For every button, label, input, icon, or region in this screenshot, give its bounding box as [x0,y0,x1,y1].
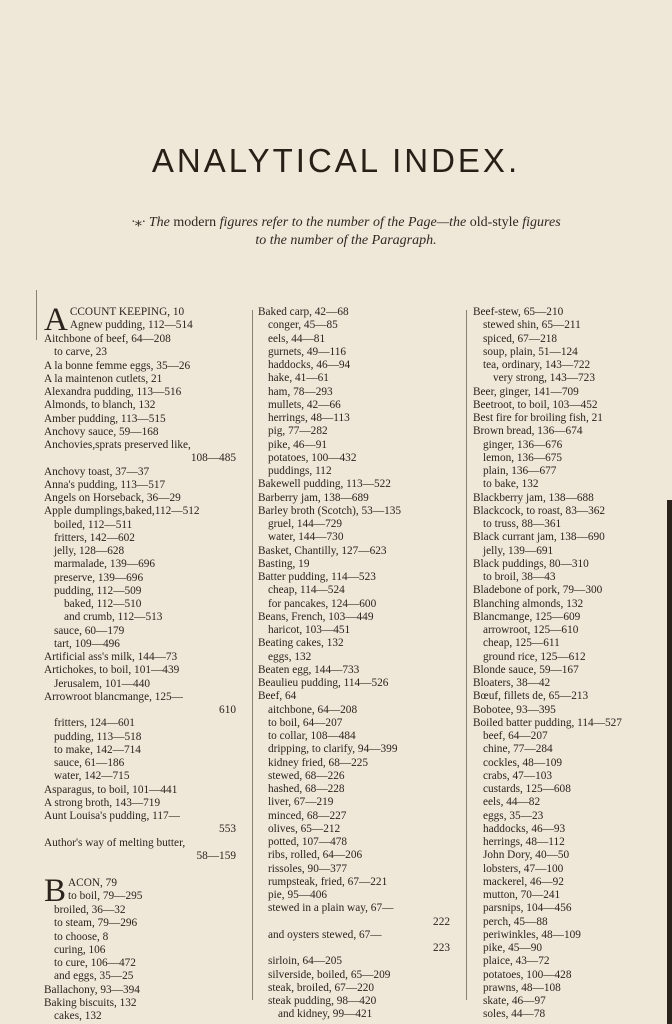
index-entry: tea, ordinary, 143—722 [483,359,591,371]
drop-cap-b: B [44,873,67,909]
index-entry: mullets, 42—66 [268,398,341,411]
index-entry: 222 [433,915,450,928]
index-entry: chine, 77—284 [483,743,553,756]
index-note [60,214,632,250]
index-entry: Beer, ginger, 141—709 [473,385,579,398]
index-entry: ACON, 79 [68,877,117,889]
index-entry: hashed, 68—228 [268,783,345,795]
note-line-2: to the number of the Paragraph. [255,233,437,248]
entry-list [44,333,244,863]
index-entry: liver, 67—219 [268,796,334,809]
index-entry: to steam, 79—296 [54,917,138,930]
index-entry: Bœuf, fillets de, 65—213 [473,690,589,703]
index-entry: A la maintenon cutlets, 21 [44,372,163,385]
margin-mark [36,290,37,340]
index-entry: olives, 65—212 [268,822,341,835]
index-entry: Author's way of melting butter, [44,836,186,849]
index-entry: jelly, 128—628 [54,545,125,557]
index-entry: stewed, 68—226 [268,769,345,782]
index-entry: Barley broth (Scotch), 53—135 [258,504,402,517]
index-entry: pig, 77—282 [268,425,328,438]
index-entry: to carve, 23 [54,346,108,359]
index-entry: haricot, 103—451 [268,624,351,636]
index-entry: broiled, 36—32 [54,904,126,916]
index-entry: Best fire for broiling fish, 21 [473,412,603,424]
index-entry: to bake, 132 [483,478,539,491]
index-entry: mutton, 70—241 [483,889,561,901]
index-entry: kidney fried, 68—225 [268,756,369,769]
index-entry: Agnew pudding, 112—514 [69,319,193,332]
index-entry: minced, 68—227 [268,809,347,822]
index-entry: 108—485 [190,452,236,465]
index-entry: water, 142—715 [54,770,130,783]
index-entry: Arrowroot blancmange, 125— [44,690,183,703]
index-entry: eels, 44—82 [483,796,541,809]
note-mark: ·⁎· [131,215,146,230]
index-entry: ham, 78—293 [268,385,333,398]
index-entry: arrowroot, 125—610 [483,624,579,636]
index-entry: very strong, 143—723 [493,372,595,385]
index-entry: Alexandra pudding, 113—516 [44,386,182,398]
index-entry: baked, 112—510 [64,598,142,610]
index-entry: plaice, 43—72 [483,955,550,968]
index-entry: eggs, 132 [268,650,312,663]
index-entry: cakes, 132 [54,1010,102,1022]
index-entry: pudding, 112—509 [54,584,142,597]
index-entry: Beetroot, to boil, 103—452 [473,398,598,411]
index-entry: ground rice, 125—612 [483,650,586,663]
index-entry: gurnets, 49—116 [268,345,347,358]
index-entry: Anchovy sauce, 59—168 [44,425,159,438]
index-entry: fritters, 124—601 [54,717,135,730]
index-entry: Asparagus, to boil, 101—441 [44,783,178,796]
page-edge [667,500,672,1024]
index-entry: stewed in a plain way, 67— [268,902,394,915]
index-entry: Anna's pudding, 113—517 [44,478,166,491]
index-entry: pike, 46—91 [268,438,327,451]
index-entry: periwinkles, 48—109 [483,928,581,941]
index-entry: Jerusalem, 101—440 [54,677,151,690]
section-b-head [44,873,244,909]
index-entry: dripping, to clarify, 94—399 [268,743,398,756]
index-entry: parsnips, 104—456 [483,902,572,915]
index-entry: lemon, 136—675 [483,451,563,464]
index-entry: steak pudding, 98—420 [268,995,377,1007]
index-entry: steak, broiled, 67—220 [268,981,375,994]
index-entry: and crumb, 112—513 [64,611,163,624]
index-entry: sauce, 61—186 [54,757,125,769]
index-entry: to boil, 79—295 [68,890,143,903]
index-entry: soup, plain, 51—124 [483,345,578,358]
index-entry: custards, 125—608 [483,783,571,795]
index-entry: Anchovy toast, 37—37 [44,465,150,478]
index-entry: marmalade, 139—696 [54,558,156,571]
index-entry: to choose, 8 [54,930,109,943]
index-column-3 [473,306,668,1022]
index-entry: ginger, 136—676 [483,438,563,451]
index-entry: preserve, 139—696 [54,571,144,584]
index-entry: Black puddings, 80—310 [473,557,589,570]
index-entry: Boiled batter pudding, 114—527 [473,716,622,729]
index-entry: Anchovies,sprats preserved like, [44,439,191,451]
index-entry: Apple dumplings,baked,112—512 [44,505,200,518]
index-entry: cheap, 125—611 [483,637,560,650]
index-entry: Barberry jam, 138—689 [258,491,369,504]
index-entry: and eggs, 35—25 [54,970,134,983]
section-a-head [44,302,244,338]
index-entry: 58—159 [196,849,236,862]
column-divider [252,310,253,1000]
index-entry: ribs, rolled, 64—206 [268,849,363,862]
index-entry: rumpsteak, fried, 67—221 [268,875,388,888]
index-entry: Artificial ass's milk, 144—73 [44,651,178,663]
index-entry: pie, 95—406 [268,889,327,901]
index-entry: crabs, 47—103 [483,769,553,782]
index-entry: Beef, 64 [258,690,297,703]
index-entry: sauce, 60—179 [54,624,125,637]
index-entry: Ballachony, 93—394 [44,983,140,996]
index-entry: Beaulieu pudding, 114—526 [258,677,389,689]
index-entry: Basket, Chantilly, 127—623 [258,544,387,557]
index-entry: Blanching almonds, 132 [473,597,584,610]
index-entry: Blonde sauce, 59—167 [473,663,579,676]
index-entry: Baked carp, 42—68 [258,306,349,318]
index-entry: Blackberry jam, 138—688 [473,491,594,504]
index-column-2 [258,306,458,1022]
index-entry: Blackcock, to roast, 83—362 [473,504,606,517]
index-entry: to make, 142—714 [54,743,141,756]
index-entry: Angels on Horseback, 36—29 [44,492,181,504]
index-entry: to collar, 108—484 [268,730,356,742]
index-entry: lobsters, 47—100 [483,862,564,875]
index-entry: eels, 44—81 [268,332,326,345]
index-entry: Bladebone of pork, 79—300 [473,584,603,597]
index-entry: to cure, 106—472 [54,957,136,969]
index-entry: rissoles, 90—377 [268,862,348,875]
index-entry: to truss, 88—361 [483,518,562,530]
index-entry: Aitchbone of beef, 64—208 [44,333,171,345]
index-entry: Almonds, to blanch, 132 [44,399,156,412]
index-entry: Bloaters, 38—42 [473,677,551,689]
index-entry: Beating cakes, 132 [258,637,344,650]
index-entry: plain, 136—677 [483,465,557,477]
index-entry: beef, 64—207 [483,730,548,742]
index-entry: 610 [219,704,236,716]
index-entry: cheap, 114—524 [268,584,345,597]
index-entry: water, 144—730 [268,531,344,544]
index-entry: A strong broth, 143—719 [44,796,161,809]
drop-cap-a: A [44,302,68,338]
index-entry: spiced, 67—218 [483,332,558,345]
index-entry: soles, 44—78 [483,1008,546,1021]
index-entry: perch, 45—88 [483,915,548,928]
index-entry: to boil, 64—207 [268,716,343,729]
index-entry: 223 [433,942,450,954]
index-entry: haddocks, 46—94 [268,359,351,371]
entry-list [473,306,668,1022]
index-entry: Beef-stew, 65—210 [473,306,564,318]
entry-list [44,904,244,1023]
index-entry: cockles, 48—109 [483,756,563,769]
index-entry: silverside, boiled, 65—209 [268,968,391,981]
index-entry: tart, 109—496 [54,637,120,650]
index-entry: Baking biscuits, 132 [44,996,137,1009]
entry-list [258,306,458,1022]
index-entry: prawns, 48—108 [483,981,561,994]
index-entry: curing, 106 [54,943,106,956]
index-entry: stewed shin, 65—211 [483,319,581,332]
index-entry: Basting, 19 [258,557,310,570]
index-entry: boiled, 112—511 [54,518,133,531]
index-entry: Beans, French, 103—449 [258,610,374,623]
index-entry: Brown bread, 136—674 [473,425,583,438]
index-entry: puddings, 112 [268,465,332,477]
index-entry: fritters, 142—602 [54,531,135,544]
index-entry: haddocks, 46—93 [483,822,566,835]
index-entry: to broil, 38—43 [483,571,556,583]
index-entry: aitchbone, 64—208 [268,703,358,716]
index-entry: John Dory, 40—50 [483,849,570,862]
index-entry: skate, 46—97 [483,995,546,1007]
index-entry: potatoes, 100—428 [483,968,572,981]
index-entry: Batter pudding, 114—523 [258,571,376,583]
index-entry: Artichokes, to boil, 101—439 [44,664,180,677]
index-entry: Beaten egg, 144—733 [258,663,360,676]
index-entry: gruel, 144—729 [268,518,343,530]
index-entry: 553 [219,823,236,836]
index-entry: Bobotee, 93—395 [473,703,556,716]
index-entry: pike, 45—90 [483,942,542,954]
note-line-1: ·⁎· The modern figures refer to the number of the Page—the old-style figures [131,215,561,230]
index-entry: Black currant jam, 138—690 [473,531,605,544]
index-entry: sirloin, 64—205 [268,955,343,968]
index-entry: Amber pudding, 113—515 [44,412,166,425]
index-entry: A la bonne femme eggs, 35—26 [44,359,191,372]
index-entry: pudding, 113—518 [54,730,142,743]
index-entry: for pancakes, 124—600 [268,597,377,610]
page-title: ANALYTICAL INDEX. [151,142,521,179]
index-entry: CCOUNT KEEPING, 10 [69,306,185,318]
index-entry: mackerel, 46—92 [483,875,564,888]
index-entry: hake, 41—61 [268,372,329,385]
index-entry: Aunt Louisa's pudding, 117— [44,810,180,822]
index-entry: Bakewell pudding, 113—522 [258,478,391,491]
index-entry: Blancmange, 125—609 [473,610,581,623]
column-divider [466,310,467,1000]
index-entry: eggs, 35—23 [483,809,544,822]
index-column-1 [44,302,244,1023]
index-entry: potted, 107—478 [268,836,348,848]
index-entry: potatoes, 100—432 [268,451,357,464]
index-entry: and oysters stewed, 67— [268,928,382,941]
index-entry: herrings, 48—113 [268,412,350,424]
index-entry: and kidney, 99—421 [278,1008,373,1021]
index-entry: jelly, 139—691 [483,544,554,557]
index-entry: conger, 45—85 [268,319,338,332]
index-entry: herrings, 48—112 [483,836,565,848]
